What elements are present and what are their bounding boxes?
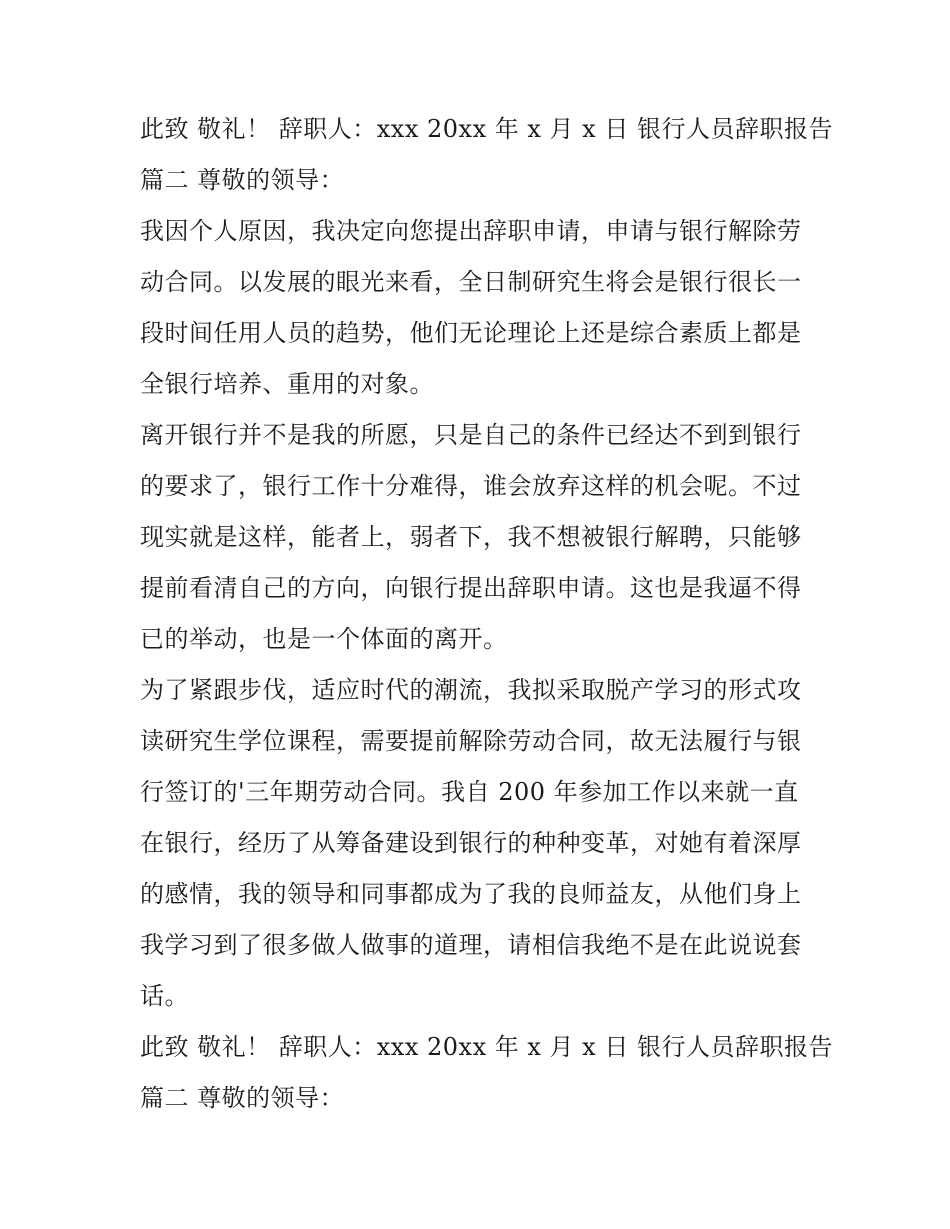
text-line: 我因个人原因，我决定向您提出辞职申请，申请与银行解除劳 bbox=[140, 217, 802, 245]
text-line: 已的举动，也是一个体面的离开。 bbox=[140, 625, 508, 653]
text-line: 的感情，我的领导和同事都成为了我的良师益友，从他们身上 bbox=[140, 880, 802, 908]
text-line: 篇二 尊敬的领导： bbox=[140, 166, 345, 194]
text-line: 此致 敬礼！ 辞职人：xxx 20xx 年 x 月 x 日 银行人员辞职报告 bbox=[140, 1033, 833, 1061]
text-line: 在银行，经历了从筹备建设到银行的种种变革，对她有着深厚 bbox=[140, 829, 802, 857]
text-line: 全银行培养、重用的对象。 bbox=[140, 370, 434, 398]
text-line: 读研究生学位课程，需要提前解除劳动合同，故无法履行与银 bbox=[140, 727, 802, 755]
text-line: 动合同。以发展的眼光来看，全日制研究生将会是银行很长一 bbox=[140, 268, 802, 296]
text-line: 话。 bbox=[140, 982, 189, 1010]
text-line: 提前看清自己的方向，向银行提出辞职申请。这也是我逼不得 bbox=[140, 574, 802, 602]
text-line: 为了紧跟步伐，适应时代的潮流，我拟采取脱产学习的形式攻 bbox=[140, 676, 802, 704]
text-line: 的要求了，银行工作十分难得，谁会放弃这样的机会呢。不过 bbox=[140, 472, 802, 500]
text-line: 现实就是这样，能者上，弱者下，我不想被银行解聘，只能够 bbox=[140, 523, 802, 551]
text-line: 离开银行并不是我的所愿，只是自己的条件已经达不到到银行 bbox=[140, 421, 802, 449]
text-line: 篇二 尊敬的领导： bbox=[140, 1084, 345, 1112]
text-line: 此致 敬礼！ 辞职人：xxx 20xx 年 x 月 x 日 银行人员辞职报告 bbox=[140, 115, 833, 143]
text-line: 我学习到了很多做人做事的道理，请相信我绝不是在此说说套 bbox=[140, 931, 802, 959]
text-line: 行签订的'三年期劳动合同。我自 200 年参加工作以来就一直 bbox=[140, 778, 799, 806]
text-line: 段时间任用人员的趋势，他们无论理论上还是综合素质上都是 bbox=[140, 319, 802, 347]
